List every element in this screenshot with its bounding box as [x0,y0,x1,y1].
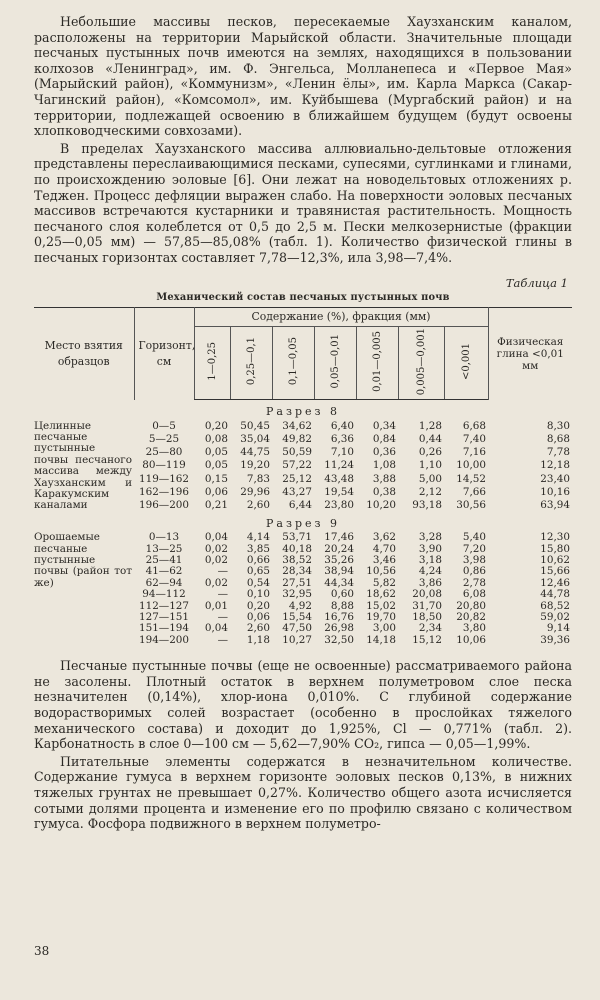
value-cell: 0,02 [204,542,228,555]
value-cell: 43,48 [324,472,354,485]
value-cell: 18,62 [366,588,396,601]
header-fraction-7: <0,001 [460,342,472,380]
value-cell: 6,44 [288,498,312,511]
horizon-cell: 194—200 [138,633,190,646]
value-cell: 0,05 [204,446,228,459]
value-cell: — [217,611,228,624]
value-cell: 5,40 [462,531,486,544]
value-cell: 0,86 [462,565,486,578]
value-cell: 8,68 [546,433,570,446]
table-caption: Таблица 1 [505,275,568,290]
horizon-cell: 151—194 [138,622,190,635]
header-content: Содержание (%), фракция (мм) [194,307,488,326]
value-cell: 29,96 [240,485,270,498]
mechanical-composition-table [34,307,572,647]
value-cell: 44,75 [240,446,270,459]
value-cell: 1,28 [418,420,442,433]
value-cell: 50,45 [240,420,270,433]
value-cell: 19,70 [366,611,396,624]
value-cell: 3,86 [418,576,442,589]
value-cell: 8,30 [546,420,570,433]
value-cell: 0,20 [204,420,228,433]
value-cell: 2,60 [246,622,270,635]
table-row [34,532,572,543]
value-cell: 28,34 [282,565,312,578]
value-cell: 18,50 [412,611,442,624]
horizon-cell: 0—5 [152,420,176,433]
value-cell: 8,88 [330,599,354,612]
header-physical-clay: Физическая глина <0,01 мм [488,307,572,400]
value-cell: 10,16 [540,485,570,498]
header-fraction-2: 0,25—0,1 [245,337,257,386]
value-cell: 6,40 [330,420,354,433]
value-cell: 34,62 [282,420,312,433]
paragraph-2: В пределах Хаузханского массива аллювиально-дельтовые отложения представлены переслаивающимися песками, супесями, суглинками и глинами, по происхождению эоловые [6]. Они лежат на новодельтовых отложениях р. Теджен. Процесс дефляции выражен слабо. На поверхности эоловых песчаных массивов встречаются кустарники и травянистая растительность. Мощность песчаного слоя колеблется от 0,5 до 2,5 м. Пески мелкозернистые (фракции 0,25—0,05 мм) — 57,85—85,08% (табл. 1). Количество физической глины в песчаных горизонтах составляет 7,78—12,3%, ила 3,98—7,4%. [34,140,572,265]
value-cell: 15,12 [412,633,442,646]
value-cell: 5,82 [372,576,396,589]
value-cell: 0,26 [418,446,442,459]
value-cell: 20,24 [324,542,354,555]
value-cell: 44,34 [324,576,354,589]
value-cell: 57,22 [282,459,312,472]
value-cell: 23,80 [324,498,354,511]
horizon-cell: 13—25 [145,542,183,555]
value-cell: 3,85 [246,542,270,555]
sample-location: Орошаемые песчаные пустынные почвы (район тот же) [34,531,132,589]
value-cell: 3,90 [418,542,442,555]
value-cell: 7,40 [462,433,486,446]
value-cell: 0,66 [246,554,270,567]
horizon-cell: 162—196 [138,485,190,498]
value-cell: 35,04 [240,433,270,446]
value-cell: — [217,565,228,578]
value-cell: 39,36 [540,633,570,646]
horizon-cell: 112—127 [138,599,190,612]
value-cell: 3,62 [372,531,396,544]
value-cell: 3,46 [372,554,396,567]
value-cell: 0,36 [372,446,396,459]
value-cell: 23,40 [540,472,570,485]
value-cell: 0,02 [204,576,228,589]
value-cell: 12,30 [540,531,570,544]
value-cell: 0,01 [204,599,228,612]
value-cell: 15,66 [540,565,570,578]
value-cell: 11,24 [324,459,354,472]
value-cell: 4,14 [246,531,270,544]
value-cell: 10,00 [456,459,486,472]
value-cell: — [217,588,228,601]
header-fraction-3: 0,1—0,05 [287,337,299,386]
value-cell: 0,60 [330,588,354,601]
value-cell: 4,24 [418,565,442,578]
paragraph-3: Песчаные пустынные почвы (еще не освоенные) рассматриваемого района не засолены. Плотный остаток в верхнем полуметровом слое песка незначителен (0,14%), хлор-иона 0,010%. С глубиной содержание водорастворимых солей возрастает (особенно в прослойках тяжелого механического состава) и доходит до 1,925%, Cl — 0,771% (табл. 2). Карбонатность в слое 0—100 см — 5,62—7,90% CO₂, гипса — 0,05—1,99%. [34,658,572,752]
value-cell: 7,83 [246,472,270,485]
section-title: Разрез 8 [265,405,340,419]
horizon-cell: 119—162 [138,472,190,485]
value-cell: 3,18 [418,554,442,567]
value-cell: 0,15 [204,472,228,485]
value-cell: 12,18 [540,459,570,472]
header-fraction-6: 0,005—0,001 [415,327,427,395]
value-cell: 0,20 [246,599,270,612]
header-fraction-4: 0,05—0,01 [329,333,341,389]
horizon-cell: 127—151 [138,611,190,624]
table-row [34,421,572,434]
value-cell: 0,21 [204,498,228,511]
value-cell: 31,70 [412,599,442,612]
value-cell: 38,52 [282,554,312,567]
value-cell: 47,50 [282,622,312,635]
value-cell: 14,18 [366,633,396,646]
value-cell: 7,20 [462,542,486,555]
value-cell: 19,54 [324,485,354,498]
table-title: Механический состав песчаных пустынных почв [156,291,450,303]
horizon-cell: 5—25 [148,433,180,446]
value-cell: 10,62 [540,554,570,567]
section-title: Разрез 9 [265,516,340,530]
section-heading-row [34,400,572,421]
value-cell: 20,80 [456,599,486,612]
value-cell: 10,20 [366,498,396,511]
value-cell: 2,34 [418,622,442,635]
value-cell: 2,12 [418,485,442,498]
value-cell: 3,00 [372,622,396,635]
value-cell: 40,18 [282,542,312,555]
horizon-cell: 62—94 [145,576,183,589]
horizon-cell: 196—200 [138,498,190,511]
value-cell: 93,18 [412,498,442,511]
value-cell: 0,10 [246,588,270,601]
horizon-cell: 25—41 [145,554,183,567]
value-cell: 3,98 [462,554,486,567]
value-cell: 15,80 [540,542,570,555]
value-cell: 26,98 [324,622,354,635]
horizon-cell: 80—119 [142,459,186,472]
header-horizon: Горизонт, см [134,307,194,400]
value-cell: 63,94 [540,498,570,511]
horizon-cell: 94—112 [142,588,186,601]
value-cell: 20,08 [412,588,442,601]
header-fraction-1: 1—0,25 [206,341,218,381]
value-cell: 25,12 [282,472,312,485]
value-cell: 2,60 [246,498,270,511]
value-cell: 50,59 [282,446,312,459]
value-cell: 9,14 [546,622,570,635]
value-cell: 1,08 [372,459,396,472]
value-cell: 1,18 [246,633,270,646]
horizon-cell: 0—13 [148,531,180,544]
value-cell: 15,54 [282,611,312,624]
value-cell: 0,08 [204,433,228,446]
value-cell: 0,04 [204,531,228,544]
value-cell: 20,82 [456,611,486,624]
value-cell: 0,65 [246,565,270,578]
value-cell: 19,20 [240,459,270,472]
sample-location: Целинные песчаные пустынные почвы песчаного массива между Хаузханским и Каракумским каналами [34,419,132,512]
value-cell: 15,02 [366,599,396,612]
value-cell: 0,34 [372,420,396,433]
value-cell: 0,06 [246,611,270,624]
value-cell: 43,27 [282,485,312,498]
value-cell: 3,28 [418,531,442,544]
value-cell: 6,68 [462,420,486,433]
value-cell: 32,95 [282,588,312,601]
value-cell: 17,46 [324,531,354,544]
paragraph-4: Питательные элементы содержатся в незначительном количестве. Содержание гумуса в верхнем горизонте эоловых песков 0,13%, в нижних тяжелых грунтах не превышает 0,27%. Количество общего азота исчисляется сотыми долями процента и изменение его по профилю связано с количеством гумуса. Фосфора подвижного в верхнем полуметро- [34,753,572,832]
value-cell: 7,16 [462,446,486,459]
value-cell: 59,02 [540,611,570,624]
value-cell: 6,08 [462,588,486,601]
value-cell: 7,78 [546,446,570,459]
value-cell: 0,54 [246,576,270,589]
value-cell: 38,94 [324,565,354,578]
value-cell: 0,06 [204,485,228,498]
value-cell: 10,06 [456,633,486,646]
value-cell: 0,05 [204,459,228,472]
paragraph-1: Небольшие массивы песков, пересекаемые Хаузханским каналом, расположены на территории Марыйской области. Значительные площади песчаных пустынных почв имеются на землях, находящихся в пользовании колхозов «Ленинград», им. Ф. Энгельса, Молланепеса и «Первое Мая» (Марыйский район), «Коммунизм», «Ленин ёлы», им. Карла Маркса (Сакар-Чагинский район), «Комсомол», им. Куйбышева (Мургабский район) и на территории, подлежащей освоению в ближайшем будущем (будут освоены хлопководческими совхозами). [34,14,572,139]
value-cell: 0,02 [204,554,228,567]
value-cell: 0,84 [372,433,396,446]
value-cell: 4,70 [372,542,396,555]
value-cell: — [217,633,228,646]
value-cell: 68,52 [540,599,570,612]
value-cell: 32,50 [324,633,354,646]
value-cell: 35,26 [324,554,354,567]
value-cell: 6,36 [330,433,354,446]
horizon-cell: 41—62 [145,565,183,578]
value-cell: 44,78 [540,588,570,601]
value-cell: 7,66 [462,485,486,498]
value-cell: 1,10 [418,459,442,472]
value-cell: 0,38 [372,485,396,498]
value-cell: 3,80 [462,622,486,635]
value-cell: 4,92 [288,599,312,612]
value-cell: 53,71 [282,531,312,544]
horizon-cell: 25—80 [145,446,183,459]
value-cell: 10,27 [282,633,312,646]
value-cell: 10,56 [366,565,396,578]
value-cell: 7,10 [330,446,354,459]
header-place: Место взятия образцов [44,338,123,368]
header-fraction-5: 0,01—0,005 [371,330,383,392]
value-cell: 49,82 [282,433,312,446]
value-cell: 16,76 [324,611,354,624]
value-cell: 30,56 [456,498,486,511]
value-cell: 14,52 [456,472,486,485]
value-cell: 27,51 [282,576,312,589]
section-heading-row [34,512,572,532]
value-cell: 0,04 [204,622,228,635]
value-cell: 12,46 [540,576,570,589]
value-cell: 2,78 [462,576,486,589]
value-cell: 0,44 [418,433,442,446]
page-number: 38 [34,944,50,958]
value-cell: 3,88 [372,472,396,485]
value-cell: 5,00 [418,472,442,485]
